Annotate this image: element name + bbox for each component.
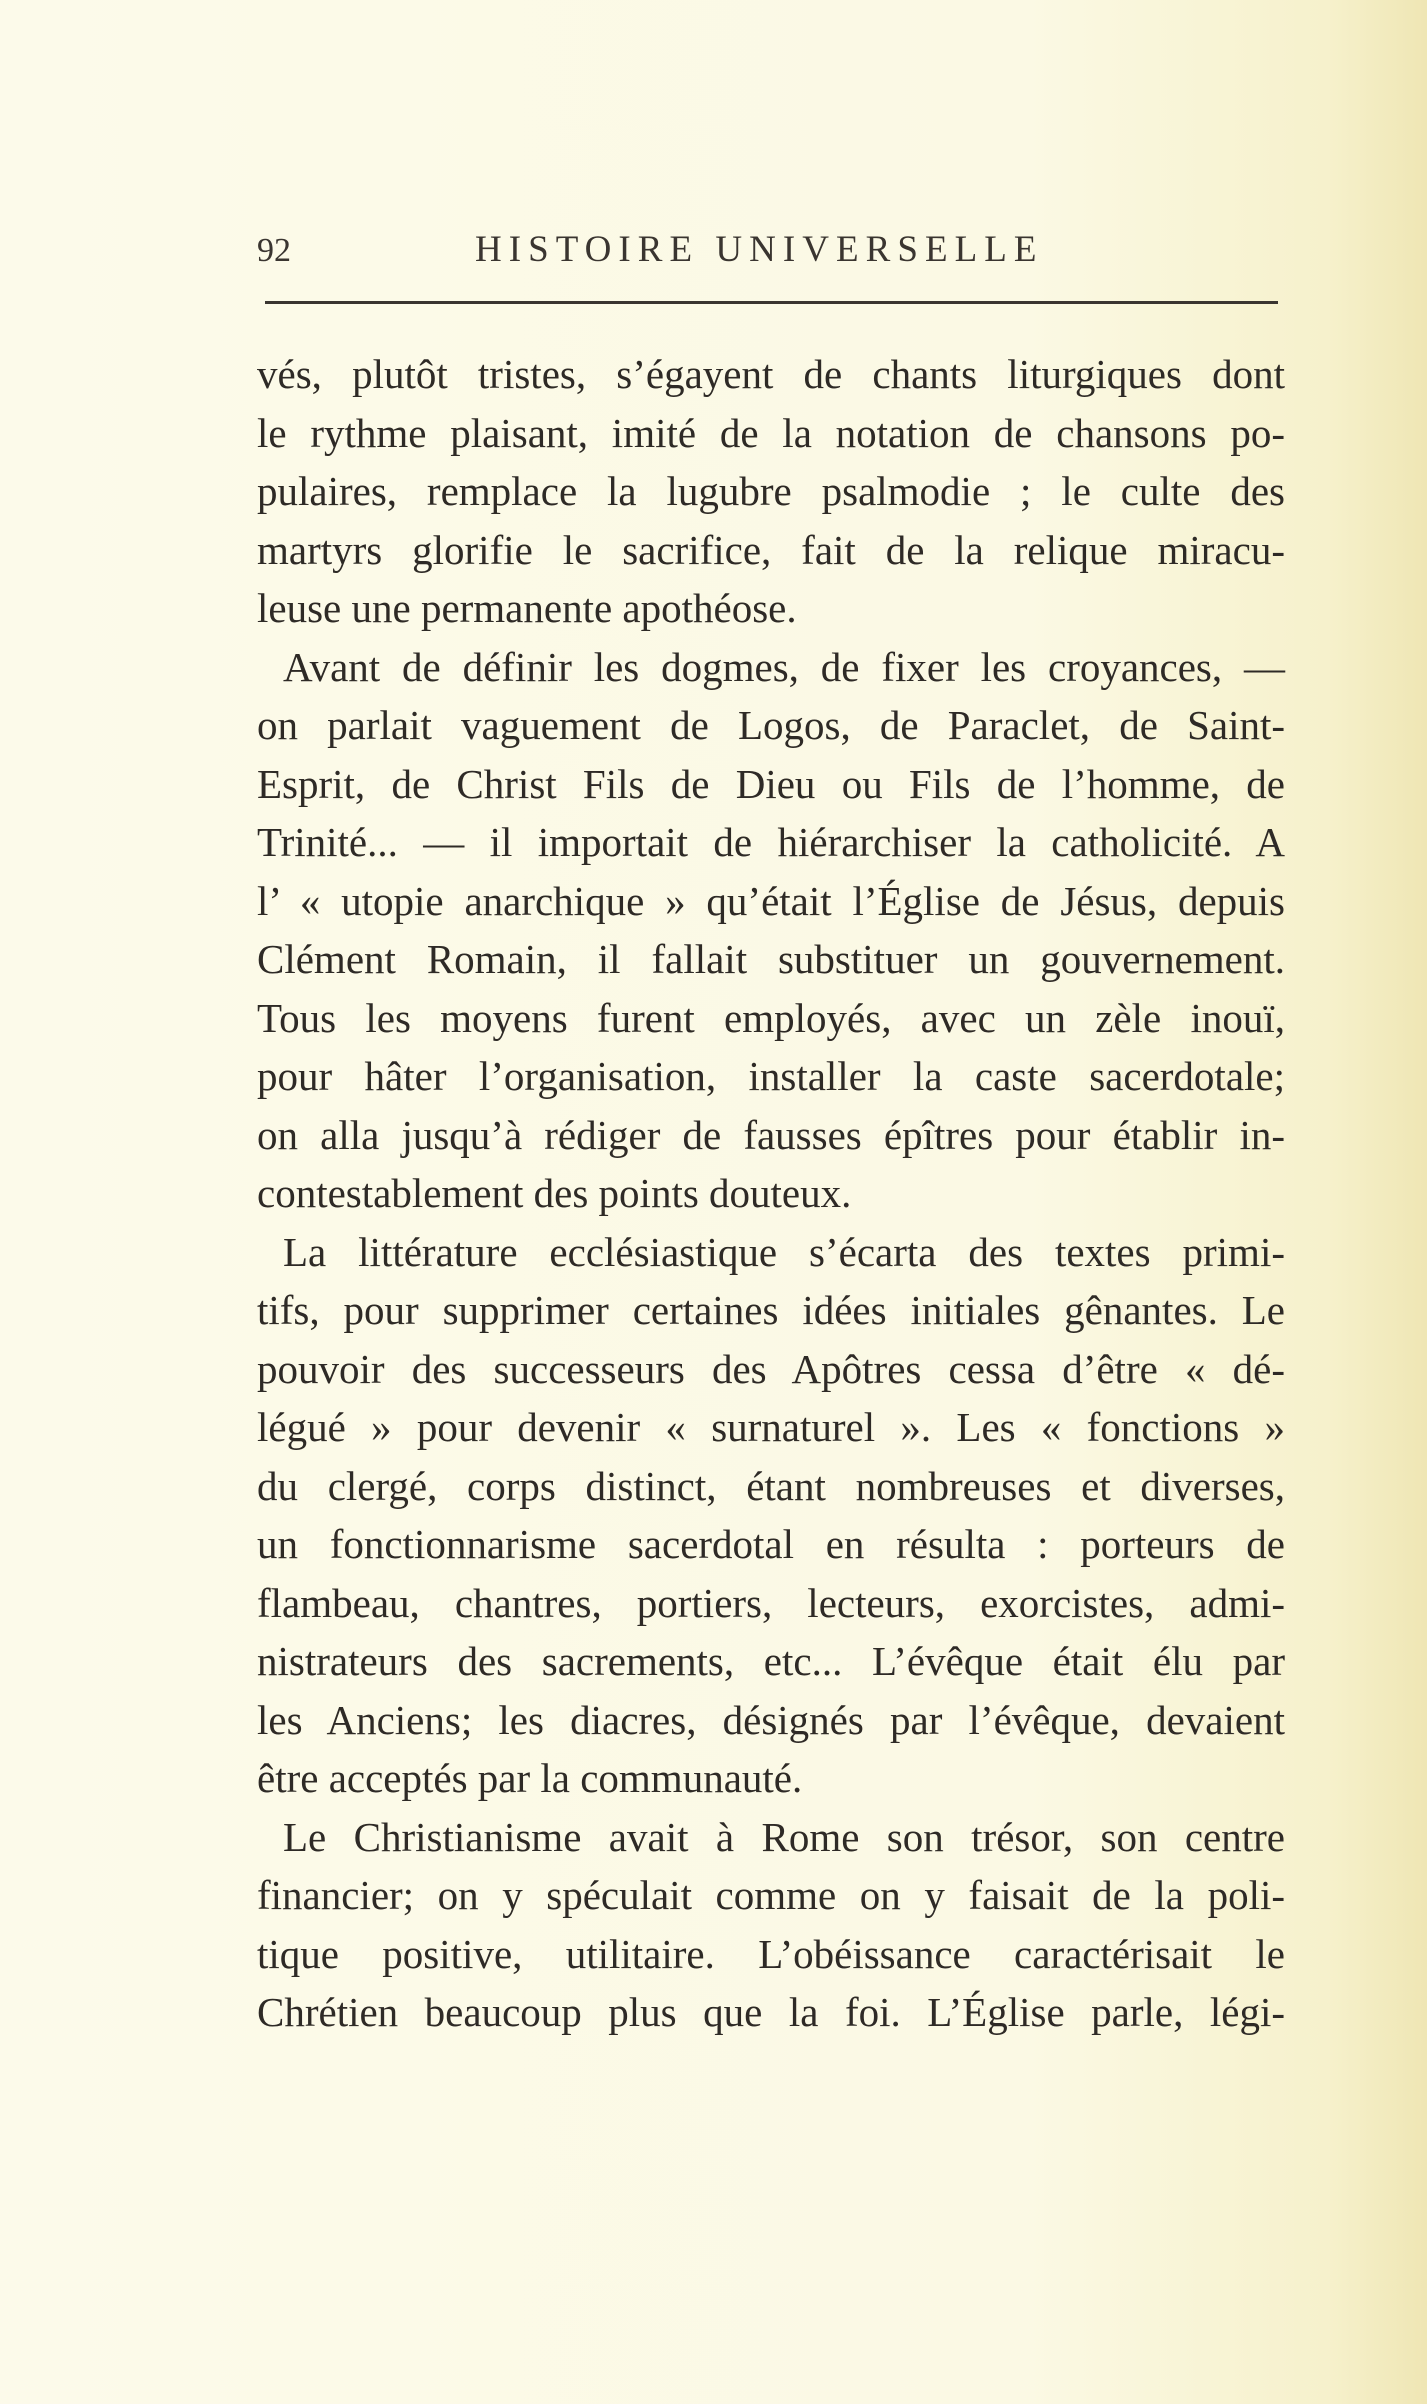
text-line: martyrs glorifie le sacrifice, fait de la relique miracu- xyxy=(257,526,1285,573)
text-line: Trinité... — il importait de hiérarchiser la catholicité. A xyxy=(257,819,1285,865)
text-line: pour hâter l’organisation, installer la caste sacerdotale; xyxy=(257,1053,1285,1099)
text-line: leuse une permanente apothéose. xyxy=(257,585,797,631)
page-header xyxy=(257,224,1275,284)
text-line: le rythme plaisant, imité de la notation de chansons po- xyxy=(257,409,1285,456)
text-line: Chrétien beaucoup plus que la foi. L’Église parle, légi- xyxy=(257,1989,1285,2035)
text-line: financier; on y spéculait comme on y faisait de la poli- xyxy=(257,1872,1285,1918)
text-line: Tous les moyens furent employés, avec un zèle inouï, xyxy=(257,994,1285,1041)
text-line: tique positive, utilitaire. L’obéissance caractérisait le xyxy=(257,1930,1285,1977)
text-line: légué » pour devenir « surnaturel ». Les « fonctions » xyxy=(257,1404,1285,1450)
text-line: flambeau, chantres, portiers, lecteurs, exorcistes, admi- xyxy=(257,1579,1285,1626)
text-line: Esprit, de Christ Fils de Dieu ou Fils de l’homme, de xyxy=(257,760,1285,807)
header-rule xyxy=(265,301,1278,304)
text-line: nistrateurs des sacrements, etc... L’évêque était élu par xyxy=(257,1638,1285,1684)
text-line: on alla jusqu’à rédiger de fausses épîtres pour établir in- xyxy=(257,1111,1285,1158)
text-line: contestablement des points douteux. xyxy=(257,1170,852,1216)
text-line: Clément Romain, il fallait substituer un gouvernement. xyxy=(257,936,1285,982)
text-line: un fonctionnarisme sacerdotal en résulta : porteurs de xyxy=(257,1521,1285,1567)
text-line: pulaires, remplace la lugubre psalmodie ; le culte des xyxy=(257,468,1285,514)
text-line: pouvoir des successeurs des Apôtres cessa d’être « dé- xyxy=(257,1345,1285,1392)
text-line: Le Christianisme avait à Rome son trésor, son centre xyxy=(283,1813,1285,1860)
text-line: du clergé, corps distinct, étant nombreuses et diverses, xyxy=(257,1462,1285,1509)
text-line: être acceptés par la communauté. xyxy=(257,1755,803,1801)
text-line: La littérature ecclésiastique s’écarta des textes primi- xyxy=(283,1228,1285,1275)
text-line: l’ « utopie anarchique » qu’était l’Église de Jésus, depuis xyxy=(257,877,1285,924)
page-number: 92 xyxy=(257,232,291,269)
text-line: les Anciens; les diacres, désignés par l’évêque, devaient xyxy=(257,1696,1285,1743)
text-line: vés, plutôt tristes, s’égayent de chants liturgiques dont xyxy=(257,351,1285,397)
text-line: Avant de définir les dogmes, de fixer les croyances, — xyxy=(283,643,1285,690)
text-line: tifs, pour supprimer certaines idées initiales gênantes. Le xyxy=(257,1287,1285,1333)
text-line: on parlait vaguement de Logos, de Paraclet, de Saint- xyxy=(257,702,1285,748)
body-text xyxy=(257,345,1285,2042)
running-title: HISTOIRE UNIVERSELLE xyxy=(475,229,1044,270)
